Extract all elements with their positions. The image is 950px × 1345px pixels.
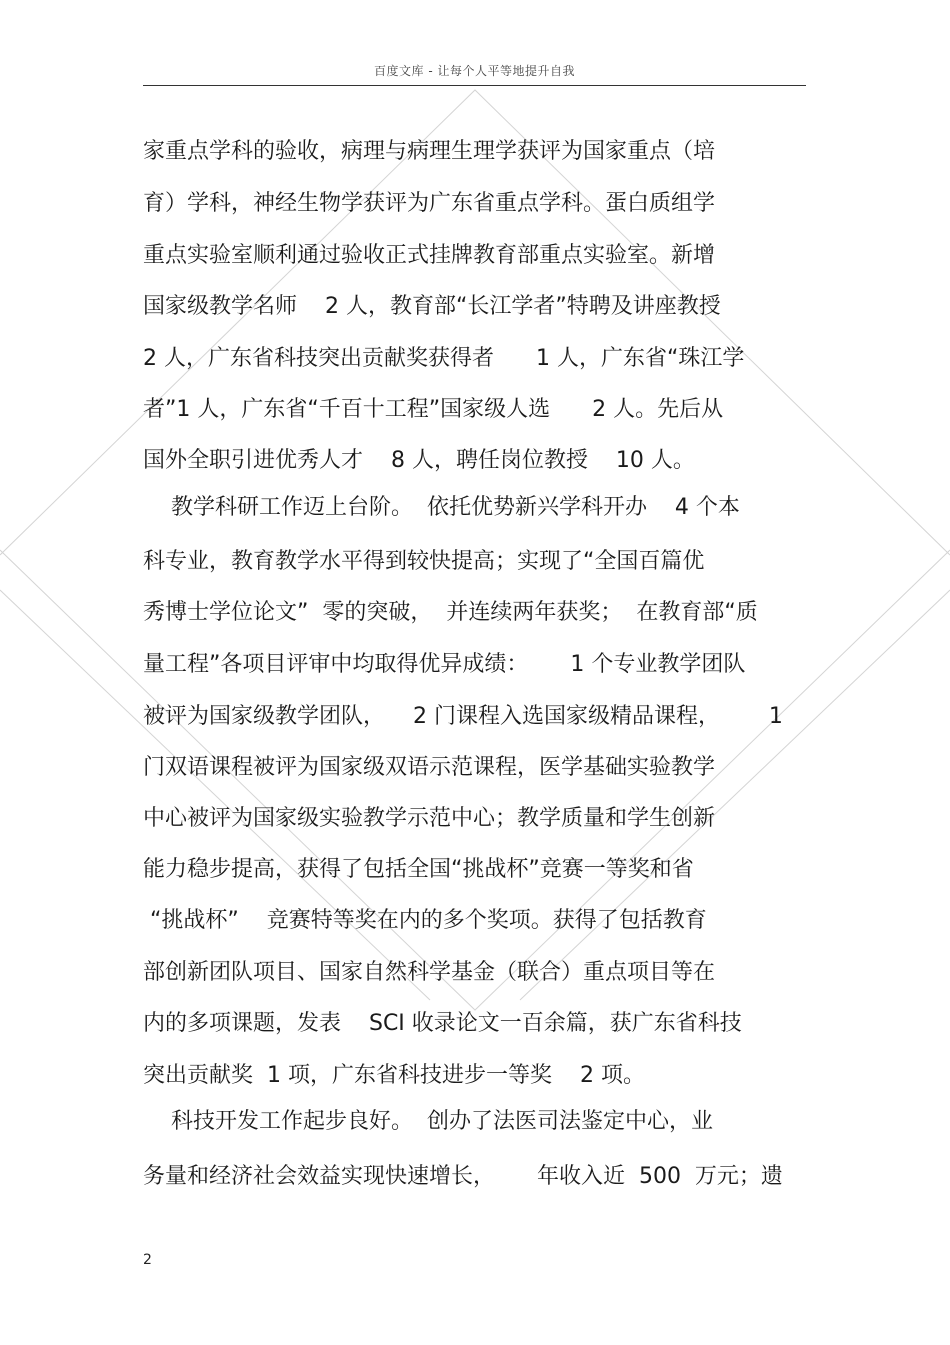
text-line: “挑战杯” 竞赛特等奖在内的多个奖项。获得了包括教育: [143, 908, 707, 933]
header-divider: [143, 85, 806, 86]
page-number: 2: [143, 1252, 152, 1268]
text-line: 能力稳步提高，获得了包括全国“挑战杯”竞赛一等奖和省: [143, 857, 694, 882]
text-line: 量工程”各项目评审中均取得优异成绩： 1 个专业教学团队: [143, 652, 746, 677]
text-line: 家重点学科的验收，病理与病理生理学获评为国家重点（培: [143, 139, 716, 164]
page-header: 百度文库 - 让每个人平等地提升自我: [374, 64, 575, 78]
text-line: 门双语课程被评为国家级双语示范课程，医学基础实验教学: [143, 755, 716, 780]
text-line: 国家级教学名师 2 人，教育部“长江学者”特聘及讲座教授: [143, 294, 721, 319]
text-line: 科技开发工作起步良好。 创办了法医司法鉴定中心，业: [143, 1109, 713, 1134]
text-line: 育）学科，神经生物学获评为广东省重点学科。蛋白质组学: [143, 191, 716, 216]
text-line: 被评为国家级教学团队， 2 门课程入选国家级精品课程， 1: [143, 704, 783, 729]
text-line: 部创新团队项目、国家自然科学基金（联合）重点项目等在: [143, 960, 716, 985]
text-line: 2 人，广东省科技突出贡献奖获得者 1 人，广东省“珠江学: [143, 346, 745, 371]
text-line: 务量和经济社会效益实现快速增长， 年收入近 500 万元；遗: [143, 1164, 783, 1189]
text-line: 突出贡献奖 1 项，广东省科技进步一等奖 2 项。: [143, 1063, 645, 1088]
text-line: 国外全职引进优秀人才 8 人，聘任岗位教授 10 人。: [143, 448, 695, 473]
text-line: 内的多项课题，发表 SCI 收录论文一百余篇，获广东省科技: [143, 1011, 742, 1036]
text-line: 秀博士学位论文” 零的突破， 并连续两年获奖； 在教育部“质: [143, 600, 758, 625]
text-line: 者”1 人，广东省“千百十工程”国家级人选 2 人。先后从: [143, 397, 724, 422]
text-line: 重点实验室顺利通过验收正式挂牌教育部重点实验室。新增: [143, 243, 716, 268]
text-line: 科专业，教育教学水平得到较快提高；实现了“全国百篇优: [143, 549, 705, 574]
text-line: 教学科研工作迈上台阶。 依托优势新兴学科开办 4 个本: [143, 495, 740, 520]
text-line: 中心被评为国家级实验教学示范中心；教学质量和学生创新: [143, 806, 716, 831]
